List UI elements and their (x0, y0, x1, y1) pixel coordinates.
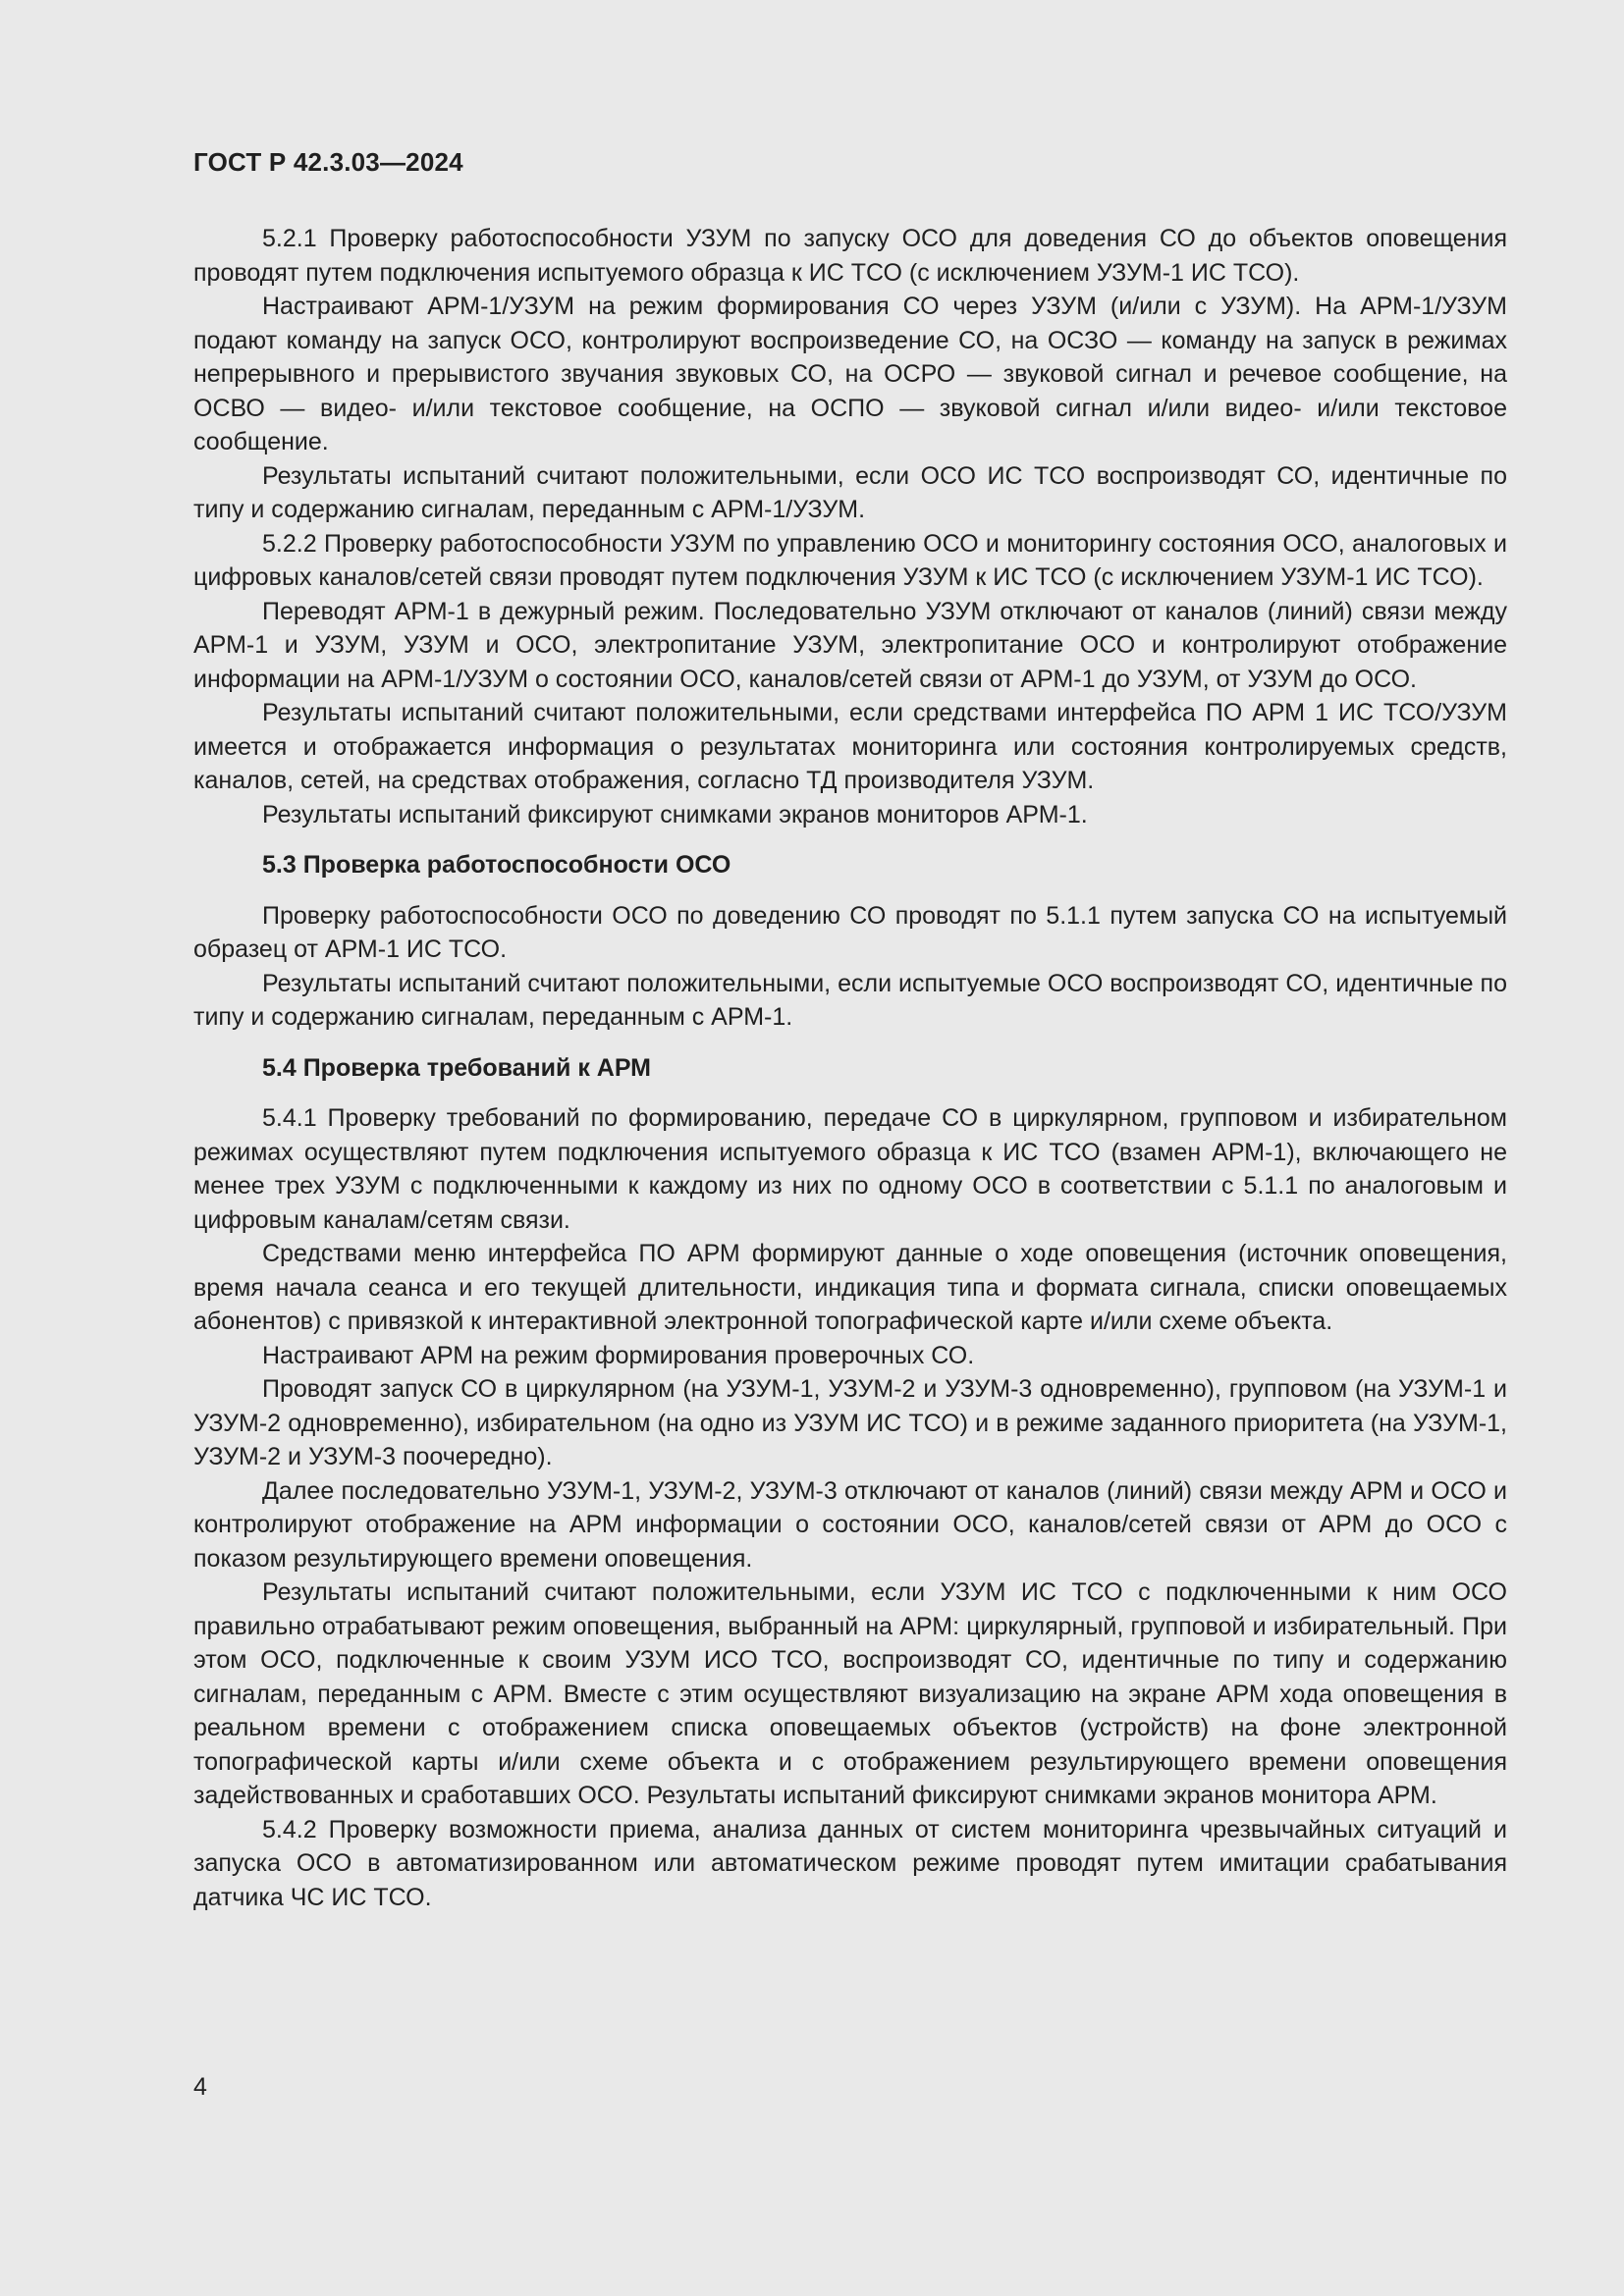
paragraph: Результаты испытаний считают положительными, если средствами интерфейса ПО АРМ 1 ИС ТСО/УЗУМ имеется и отображается информация о результатах мониторинга или состояния контролируемых средств, каналов, сетей, на средствах отображения, согласно ТД производителя УЗУМ. (193, 699, 1507, 794)
paragraph-5-2-2: 5.2.2 Проверку работоспособности УЗУМ по управлению ОСО и мониторингу состояния ОСО, аналоговых и цифровых каналов/сетей связи проводят путем подключения УЗУМ к ИС ТСО (с исключением УЗУМ-1 ИС ТСО). (193, 529, 1507, 591)
paragraph: Переводят АРМ-1 в дежурный режим. Последовательно УЗУМ отключают от каналов (линий) связи между АРМ-1 и УЗУМ, УЗУМ и ОСО, электропитание УЗУМ, электропитание ОСО и контролируют отображение информации на АРМ-1/УЗУМ о состоянии ОСО, каналов/сетей связи от АРМ-1 до УЗУМ, от УЗУМ до ОСО. (193, 597, 1507, 693)
page-number: 4 (193, 2073, 207, 2101)
paragraph: Результаты испытаний считают положительными, если УЗУМ ИС ТСО с подключенными к ним ОСО правильно отрабатывают режим оповещения, выбранный на АРМ: циркулярный, групповой и избирательный. При этом ОСО, подключенные к своим УЗУМ ИСО ТСО, воспроизводят СО, идентичные по типу и содержанию сигналам, переданным с АРМ. Вместе с этим осуществляют визуализацию на экране АРМ хода оповещения в реальном времени с отображением списка оповещаемых объектов (устройств) на фоне электронной топографической карты и/или схеме объекта и с отображением результирующего времени оповещения задействованных и сработавших ОСО. Результаты испытаний фиксируют снимками экранов монитора АРМ. (193, 1578, 1507, 1809)
section-heading-5-3: 5.3 Проверка работоспособности ОСО (262, 851, 731, 879)
paragraph: Далее последовательно УЗУМ-1, УЗУМ-2, УЗУМ-3 отключают от каналов (линий) связи между АРМ и ОСО и контролируют отображение на АРМ информации о состоянии ОСО, каналов/сетей связи от АРМ до ОСО с показом результирующего времени оповещения. (193, 1476, 1507, 1573)
section-heading-5-4: 5.4 Проверка требований к АРМ (262, 1053, 651, 1082)
paragraph-5-2-1: 5.2.1 Проверку работоспособности УЗУМ по запуску ОСО для доведения СО до объектов оповещения проводят путем подключения испытуемого образца к ИС ТСО (с исключением УЗУМ-1 ИС ТСО). (193, 225, 1507, 287)
paragraph: Результаты испытаний считают положительными, если испытуемые ОСО воспроизводят СО, идентичные по типу и содержанию сигналам, переданным с АРМ-1. (193, 969, 1507, 1031)
document-code-header: ГОСТ Р 42.3.03—2024 (193, 147, 463, 177)
paragraph: Настраивают АРМ на режим формирования проверочных СО. (262, 1341, 975, 1369)
paragraph: Результаты испытаний считают положительными, если ОСО ИС ТСО воспроизводят СО, идентичные по типу и содержанию сигналам, переданным с АРМ-1/УЗУМ. (193, 461, 1507, 523)
paragraph-5-4-1: 5.4.1 Проверку требований по формированию, передаче СО в циркулярном, групповом и избирательном режимах осуществляют путем подключения испытуемого образца к ИС ТСО (взамен АРМ-1), включающего не менее трех УЗУМ с подключенными к каждому из них по одному ОСО в соответствии с 5.1.1 по аналоговым и цифровым каналам/сетям связи. (193, 1104, 1507, 1234)
paragraph: Средствами меню интерфейса ПО АРМ формируют данные о ходе оповещения (источник оповещения, время начала сеанса и его текущей длительности, индикация типа и формата сигнала, списки оповещаемых абонентов) с привязкой к интерактивной электронной топографической карте и/или схеме объекта. (193, 1240, 1507, 1335)
paragraph: Результаты испытаний фиксируют снимками экранов мониторов АРМ-1. (262, 800, 1088, 828)
document-body (193, 222, 1507, 1914)
paragraph: Проводят запуск СО в циркулярном (на УЗУМ-1, УЗУМ-2 и УЗУМ-3 одновременно), групповом (на УЗУМ-1 и УЗУМ-2 одновременно), избирательном (на одно из УЗУМ ИС ТСО) и в режиме заданного приоритета (на УЗУМ-1, УЗУМ-2 и УЗУМ-3 поочередно). (193, 1375, 1507, 1470)
paragraph: Настраивают АРМ-1/УЗУМ на режим формирования СО через УЗУМ (и/или с УЗУМ). На АРМ-1/УЗУМ подают команду на запуск ОСО, контролируют воспроизведение СО, на ОСЗО — команду на запуск в режимах непрерывного и прерывистого звучания звуковых СО, на ОСРО — звуковой сигнал и речевое сообщение, на ОСВО — видео- и/или текстовое сообщение, на ОСПО — звуковой сигнал и/или видео- и/или текстовое сообщение. (193, 293, 1507, 455)
paragraph-5-4-2: 5.4.2 Проверку возможности приема, анализа данных от систем мониторинга чрезвычайных ситуаций и запуска ОСО в автоматизированном или автоматическом режиме проводят путем имитации срабатывания датчика ЧС ИС ТСО. (193, 1815, 1507, 1911)
paragraph: Проверку работоспособности ОСО по доведению СО проводят по 5.1.1 путем запуска СО на испытуемый образец от АРМ-1 ИС ТСО. (193, 901, 1507, 963)
